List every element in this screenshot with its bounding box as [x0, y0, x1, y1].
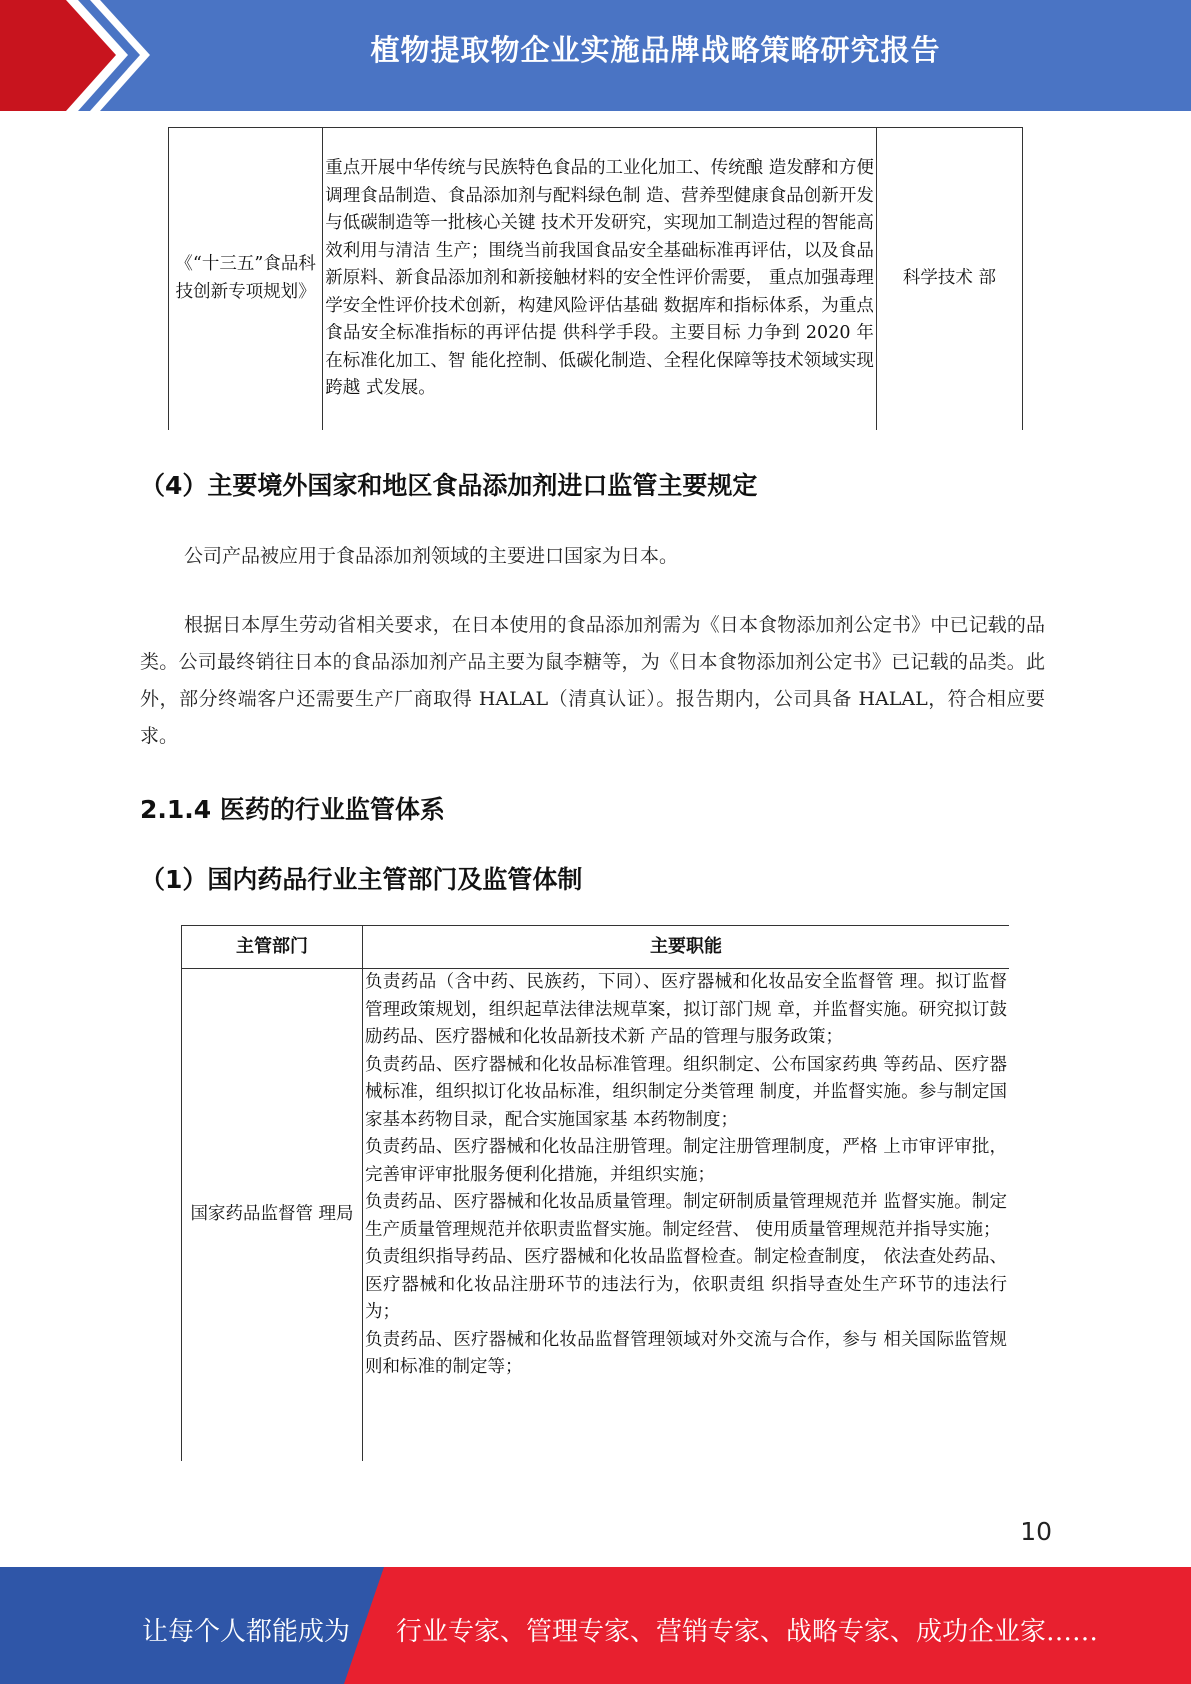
paragraph-japan-rules: 根据日本厚生劳动省相关要求，在日本使用的食品添加剂需为《日本食物添加剂公定书》中已记载的品类。公司最终销往日本的食品添加剂产品主要为鼠李糖等，为《日本食物添加剂公定书》已记载的品类。此外，部分终端客户还需要生产厂商取得 HALAL（清真认证）。报告期内，公司具备 HALAL，符合相应要求。: [140, 614, 1045, 747]
paragraph-import-country: 公司产品被应用于食品添加剂领域的主要进口国家为日本。: [184, 545, 679, 567]
table-header-row: [182, 926, 1010, 969]
section-heading-4: （4）主要境外国家和地区食品添加剂进口监管主要规定: [140, 471, 758, 500]
page-header: [0, 0, 1191, 111]
function-item: 负责药品、医疗器械和化妆品质量管理。制定研制质量管理规范并 监督实施。制定生产质量管理规范并依职责监督实施。制定经营、 使用质量管理规范并指导实施；: [365, 1192, 1007, 1240]
function-item: 负责药品、医疗器械和化妆品注册管理。制定注册管理制度，严格 上市审评审批，完善审评审批服务便利化措施，并组织实施；: [365, 1137, 1007, 1185]
column-header-functions: 主要职能: [363, 926, 1010, 969]
column-header-dept: 主管部门: [182, 926, 363, 969]
page-footer: [0, 1567, 1191, 1684]
regulation-dept-cell: 科学技术 部: [876, 128, 1022, 430]
header-title: 植物提取物企业实施品牌战略策略研究报告: [370, 33, 941, 67]
drug-regulator-table: [181, 925, 1009, 1461]
dept-cell: 国家药品监督管 理局: [182, 969, 363, 1461]
table-row: [169, 128, 1023, 430]
section-heading-1: （1）国内药品行业主管部门及监管体制: [140, 865, 583, 894]
section-heading-2-1-4: 2.1.4 医药的行业监管体系: [140, 795, 445, 824]
footer-slogan-left: 让每个人都能成为: [142, 1617, 351, 1647]
regulation-name-cell: 《“十三五”食品科技创新专项规划》: [169, 128, 323, 430]
function-item: 负责药品、医疗器械和化妆品监督管理领域对外交流与合作，参与 相关国际监管规则和标准的制定等；: [365, 1329, 1007, 1377]
functions-cell: [363, 969, 1010, 1461]
header-arrow-decoration: [0, 0, 160, 111]
page-number: 10: [1020, 1517, 1052, 1546]
regulation-content-cell: 重点开展中华传统与民族特色食品的工业化加工、传统酿 造发酵和方便调理食品制造、食品添加剂与配料绿色制 造、营养型健康食品创新开发与低碳制造等一批核心关键 技术开发研究，实现加工制造过程的智能高效利用与清洁 生产；围绕当前我国食品安全基础标准再评估，以及食品 新原料、新食品添加剂和新接触材料的安全性评价需要， 重点加强毒理学安全性评价技术创新，构建风险评估基础 数据库和指标体系，为重点食品安全标准指标的再评估提 供科学手段。主要目标 力争到 2020 年在标准化加工、智 能化控制、低碳化制造、全程化保障等技术领域实现跨越 式发展。: [323, 128, 877, 430]
function-item: 负责药品（含中药、民族药，下同）、医疗器械和化妆品安全监督管 理。拟订监督管理政策规划，组织起草法律法规草案，拟订部门规 章，并监督实施。研究拟订鼓励药品、医疗器械和化妆品新技术新 产品的管理与服务政策；: [365, 972, 1007, 1047]
table-row: [182, 969, 1010, 1461]
function-item: 负责组织指导药品、医疗器械和化妆品监督检查。制定检查制度， 依法查处药品、医疗器械和化妆品注册环节的违法行为，依职责组 织指导查处生产环节的违法行为；: [365, 1247, 1007, 1322]
regulation-table-continued: [168, 127, 1023, 430]
footer-slogan-right: 行业专家、管理专家、营销专家、战略专家、成功企业家……: [396, 1617, 1099, 1647]
function-item: 负责药品、医疗器械和化妆品标准管理。组织制定、公布国家药典 等药品、医疗器械标准，组织拟订化妆品标准，组织制定分类管理 制度，并监督实施。参与制定国家基本药物目录，配合实施国家基 本药物制度；: [365, 1054, 1007, 1130]
